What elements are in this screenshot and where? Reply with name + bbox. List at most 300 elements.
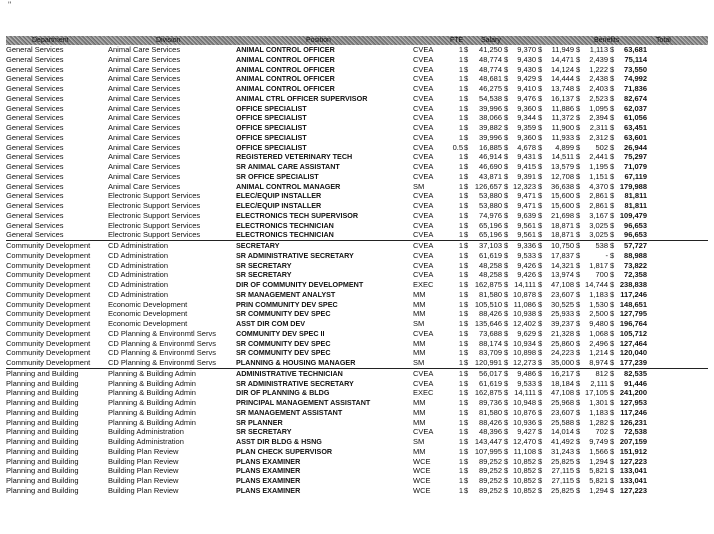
table-row bbox=[6, 55, 708, 65]
cell-unit: CVEA bbox=[413, 260, 434, 270]
cell-dollar: $ bbox=[464, 437, 469, 446]
cell-position: PRIN COMMUNITY DEV SPEC bbox=[236, 299, 338, 309]
cell-dollar: $ bbox=[576, 84, 581, 93]
cell-department: General Services bbox=[6, 84, 64, 93]
cell-amount: 9,415 bbox=[517, 162, 536, 171]
cell-unit: WCE bbox=[413, 456, 431, 466]
cell-fte: 1 bbox=[458, 74, 463, 84]
table-row bbox=[6, 162, 708, 172]
table-row bbox=[6, 251, 708, 261]
cell-salary: 81,580 bbox=[479, 289, 502, 299]
cell-amount: 2,312 bbox=[589, 132, 608, 142]
cell-amount: 13,579 bbox=[551, 162, 574, 171]
cell-department: Community Development bbox=[6, 260, 91, 270]
cell-dollar: $ bbox=[538, 142, 543, 152]
cell-amount: 9,431 bbox=[517, 152, 536, 162]
cell-dollar: $ bbox=[576, 358, 581, 367]
cell-amount: 17,837 bbox=[551, 250, 574, 260]
cell-dollar: $ bbox=[504, 398, 509, 407]
cell-salary: 89,736 bbox=[479, 398, 502, 407]
header-position: Position bbox=[306, 37, 331, 44]
cell-dollar: $ bbox=[610, 103, 615, 113]
cell-department: General Services bbox=[6, 162, 64, 171]
cell-position: ANIMAL CONTROL MANAGER bbox=[236, 181, 341, 191]
cell-dollar: $ bbox=[464, 123, 469, 132]
cell-amount: 9,391 bbox=[517, 171, 536, 181]
table-row bbox=[6, 201, 708, 211]
cell-dollar: $ bbox=[464, 280, 469, 289]
cell-salary: 88,426 bbox=[479, 417, 502, 427]
cell-fte: 1 bbox=[458, 64, 463, 74]
cell-amount: - bbox=[605, 250, 608, 260]
cell-fte: 1 bbox=[458, 162, 463, 171]
cell-total: 148,651 bbox=[619, 299, 647, 309]
cell-division: Animal Care Services bbox=[108, 45, 181, 54]
cell-total: 75,297 bbox=[624, 152, 647, 162]
cell-amount: 13,974 bbox=[551, 270, 574, 280]
cell-position: SR SECRETARY bbox=[236, 427, 292, 437]
cell-fte: 1 bbox=[458, 103, 463, 113]
cell-amount: 2,496 bbox=[589, 338, 608, 348]
cell-dollar: $ bbox=[538, 260, 543, 270]
cell-dollar: $ bbox=[538, 45, 543, 54]
cell-fte: 1 bbox=[458, 93, 463, 103]
cell-salary: 46,914 bbox=[479, 152, 502, 162]
cell-division: Building Plan Review bbox=[108, 466, 179, 476]
cell-unit: CVEA bbox=[413, 250, 434, 260]
cell-department: Community Development bbox=[6, 289, 91, 299]
cell-amount: 10,852 bbox=[513, 456, 536, 466]
cell-dollar: $ bbox=[610, 241, 615, 250]
cell-division: Electronic Support Services bbox=[108, 220, 201, 230]
cell-division: Animal Care Services bbox=[108, 113, 181, 123]
cell-dollar: $ bbox=[538, 437, 543, 446]
cell-fte: 1 bbox=[458, 446, 463, 456]
cell-amount: 2,394 bbox=[589, 113, 608, 123]
cell-dollar: $ bbox=[576, 152, 581, 162]
cell-salary: 143,447 bbox=[474, 437, 502, 446]
cell-amount: 14,444 bbox=[551, 74, 574, 84]
cell-salary: 38,066 bbox=[479, 113, 502, 123]
cell-total: 73,822 bbox=[624, 260, 647, 270]
cell-dollar: $ bbox=[504, 123, 509, 132]
cell-dollar: $ bbox=[504, 54, 509, 64]
cell-dollar: $ bbox=[576, 171, 581, 181]
cell-division: Planning & Building Admin bbox=[108, 417, 196, 427]
cell-dollar: $ bbox=[464, 241, 469, 250]
cell-unit: MM bbox=[413, 407, 426, 417]
cell-dollar: $ bbox=[538, 466, 543, 476]
cell-dollar: $ bbox=[504, 132, 509, 142]
cell-amount: 16,137 bbox=[551, 93, 574, 103]
cell-dollar: $ bbox=[538, 132, 543, 142]
cell-dollar: $ bbox=[576, 299, 581, 309]
cell-division: Planning & Building Admin bbox=[108, 368, 196, 378]
cell-dollar: $ bbox=[504, 319, 509, 328]
cell-salary: 83,709 bbox=[479, 348, 502, 358]
cell-fte: 1 bbox=[458, 348, 463, 358]
cell-dollar: $ bbox=[504, 407, 509, 417]
header-salary: Salary bbox=[481, 37, 501, 44]
cell-amount: 21,328 bbox=[551, 328, 574, 338]
cell-dollar: $ bbox=[576, 64, 581, 74]
cell-total: 73,550 bbox=[624, 64, 647, 74]
cell-dollar: $ bbox=[576, 407, 581, 417]
cell-division: Animal Care Services bbox=[108, 162, 181, 171]
cell-dollar: $ bbox=[504, 309, 509, 319]
cell-fte: 1 bbox=[458, 113, 463, 123]
cell-position: ELEC/EQUIP INSTALLER bbox=[236, 191, 322, 201]
cell-amount: 9,427 bbox=[517, 427, 536, 437]
cell-amount: 10,876 bbox=[513, 407, 536, 417]
table-row bbox=[6, 182, 708, 192]
table-row bbox=[6, 104, 708, 114]
cell-dollar: $ bbox=[576, 45, 581, 54]
cell-department: Community Development bbox=[6, 299, 91, 309]
cell-division: Animal Care Services bbox=[108, 84, 181, 93]
cell-position: PLANNING & HOUSING MANAGER bbox=[236, 358, 356, 367]
cell-fte: 1 bbox=[458, 260, 463, 270]
cell-fte: 1 bbox=[458, 456, 463, 466]
cell-amount: 12,708 bbox=[551, 171, 574, 181]
cell-unit: MM bbox=[413, 348, 426, 358]
cell-department: General Services bbox=[6, 74, 64, 84]
cell-dollar: $ bbox=[504, 280, 509, 289]
cell-unit: MM bbox=[413, 309, 426, 319]
cell-amount: 11,372 bbox=[551, 113, 574, 123]
header-total: Total bbox=[656, 37, 671, 44]
cell-dollar: $ bbox=[464, 142, 469, 152]
cell-position: DIR OF PLANNING & BLDG bbox=[236, 388, 330, 398]
cell-total: 127,223 bbox=[619, 485, 647, 495]
cell-position: ANIMAL CONTROL OFFICER bbox=[236, 64, 335, 74]
cell-department: Planning and Building bbox=[6, 378, 79, 388]
cell-position: OFFICE SPECIALIST bbox=[236, 123, 307, 132]
cell-amount: 11,108 bbox=[513, 446, 536, 456]
cell-total: 109,479 bbox=[619, 210, 647, 220]
cell-amount: 702 bbox=[595, 427, 608, 437]
cell-dollar: $ bbox=[464, 456, 469, 466]
cell-division: CD Administration bbox=[108, 260, 169, 270]
cell-dollar: $ bbox=[504, 299, 509, 309]
cell-total: 238,838 bbox=[619, 280, 647, 289]
cell-dollar: $ bbox=[464, 338, 469, 348]
table-row bbox=[6, 84, 708, 94]
cell-amount: 9,370 bbox=[517, 45, 536, 54]
cell-amount: 2,439 bbox=[589, 54, 608, 64]
cell-dollar: $ bbox=[610, 328, 615, 338]
cell-amount: 3,025 bbox=[589, 220, 608, 230]
cell-dollar: $ bbox=[610, 270, 615, 280]
cell-amount: 9,561 bbox=[517, 220, 536, 230]
cell-amount: 1,151 bbox=[589, 171, 608, 181]
table-row bbox=[6, 418, 708, 428]
cell-dollar: $ bbox=[538, 427, 543, 437]
cell-amount: 2,403 bbox=[589, 84, 608, 93]
cell-dollar: $ bbox=[538, 74, 543, 84]
cell-dollar: $ bbox=[464, 64, 469, 74]
cell-dollar: $ bbox=[576, 456, 581, 466]
cell-salary: 105,510 bbox=[474, 299, 502, 309]
cell-fte: 1 bbox=[458, 220, 463, 230]
cell-dollar: $ bbox=[576, 338, 581, 348]
cell-amount: 5,821 bbox=[589, 466, 608, 476]
cell-department: Planning and Building bbox=[6, 407, 79, 417]
cell-dollar: $ bbox=[610, 476, 615, 485]
cell-dollar: $ bbox=[576, 260, 581, 270]
cell-dollar: $ bbox=[538, 446, 543, 456]
cell-unit: CVEA bbox=[413, 241, 434, 250]
cell-dollar: $ bbox=[504, 191, 509, 201]
cell-fte: 1 bbox=[458, 181, 463, 191]
cell-unit: WCE bbox=[413, 476, 431, 485]
cell-total: 117,246 bbox=[620, 289, 647, 299]
cell-department: General Services bbox=[6, 230, 64, 240]
table-row bbox=[6, 447, 708, 457]
cell-amount: 25,968 bbox=[551, 398, 574, 407]
cell-department: General Services bbox=[6, 132, 64, 142]
cell-unit: CVEA bbox=[413, 113, 434, 123]
cell-dollar: $ bbox=[464, 45, 469, 54]
cell-dollar: $ bbox=[464, 181, 469, 191]
table-row bbox=[6, 486, 708, 496]
cell-amount: 9,360 bbox=[517, 103, 536, 113]
cell-salary: 89,252 bbox=[479, 485, 502, 495]
cell-position: REGISTERED VETERINARY TECH bbox=[236, 152, 353, 162]
cell-total: 63,681 bbox=[624, 45, 647, 54]
cell-dollar: $ bbox=[504, 358, 509, 367]
table-row bbox=[6, 398, 708, 408]
cell-dollar: $ bbox=[464, 201, 469, 210]
cell-dollar: $ bbox=[610, 171, 615, 181]
cell-amount: 41,492 bbox=[551, 437, 574, 446]
cell-department: General Services bbox=[6, 220, 64, 230]
cell-salary: 61,619 bbox=[479, 378, 502, 388]
table-row bbox=[6, 457, 708, 467]
table-row bbox=[6, 280, 708, 290]
cell-dollar: $ bbox=[538, 84, 543, 93]
cell-dollar: $ bbox=[538, 103, 543, 113]
cell-total: 133,041 bbox=[619, 466, 647, 476]
cell-dollar: $ bbox=[538, 289, 543, 299]
cell-unit: CVEA bbox=[413, 230, 434, 240]
cell-amount: 14,111 bbox=[514, 280, 536, 289]
cell-unit: SM bbox=[413, 319, 425, 328]
table-row bbox=[6, 408, 708, 418]
cell-dollar: $ bbox=[464, 388, 469, 398]
cell-unit: CVEA bbox=[413, 270, 434, 280]
cell-amount: 538 bbox=[595, 241, 608, 250]
cell-division: CD Administration bbox=[108, 289, 169, 299]
cell-amount: 27,115 bbox=[551, 466, 574, 476]
cell-unit: CVEA bbox=[413, 328, 434, 338]
cell-amount: 2,861 bbox=[589, 191, 608, 201]
cell-dollar: $ bbox=[576, 485, 581, 495]
cell-fte: 1 bbox=[458, 201, 463, 210]
cell-division: CD Administration bbox=[108, 250, 169, 260]
cell-position: SR MANAGEMENT ANALYST bbox=[236, 289, 336, 299]
table-row bbox=[6, 388, 708, 398]
cell-dollar: $ bbox=[576, 201, 581, 210]
cell-amount: 10,852 bbox=[513, 485, 536, 495]
cell-dollar: $ bbox=[504, 260, 509, 270]
cell-fte: 1 bbox=[458, 388, 463, 398]
cell-position: SR PLANNER bbox=[236, 417, 283, 427]
cell-fte: 1 bbox=[458, 210, 463, 220]
cell-salary: 39,996 bbox=[479, 103, 502, 113]
header-department: Department bbox=[32, 37, 69, 44]
cell-total: 81,811 bbox=[624, 201, 647, 210]
cell-division: CD Planning & Environmtl Servs bbox=[108, 338, 216, 348]
cell-dollar: $ bbox=[576, 191, 581, 201]
cell-department: Planning and Building bbox=[6, 398, 79, 407]
cell-position: PLANS EXAMINER bbox=[236, 485, 301, 495]
cell-fte: 1 bbox=[458, 328, 463, 338]
cell-position: OFFICE SPECIALIST bbox=[236, 132, 307, 142]
cell-amount: 1,530 bbox=[589, 299, 608, 309]
cell-dollar: $ bbox=[504, 241, 509, 250]
cell-fte: 1 bbox=[458, 427, 463, 437]
table-row bbox=[6, 143, 708, 153]
cell-dollar: $ bbox=[538, 388, 543, 398]
cell-department: Planning and Building bbox=[6, 417, 79, 427]
table-row bbox=[6, 466, 708, 476]
cell-fte: 1 bbox=[458, 299, 463, 309]
cell-position: SR COMMUNITY DEV SPEC bbox=[236, 309, 331, 319]
cell-dollar: $ bbox=[464, 427, 469, 437]
cell-dollar: $ bbox=[464, 103, 469, 113]
cell-amount: 9,344 bbox=[517, 113, 536, 123]
cell-position: ELECTRONICS TECHNICIAN bbox=[236, 220, 334, 230]
cell-dollar: $ bbox=[576, 113, 581, 123]
cell-dollar: $ bbox=[538, 54, 543, 64]
cell-amount: 18,871 bbox=[551, 220, 574, 230]
cell-dollar: $ bbox=[610, 74, 615, 84]
cell-division: Electronic Support Services bbox=[108, 230, 201, 240]
cell-total: 72,538 bbox=[624, 427, 647, 437]
cell-amount: 4,899 bbox=[555, 142, 574, 152]
cell-dollar: $ bbox=[610, 388, 615, 398]
cell-department: General Services bbox=[6, 210, 64, 220]
cell-unit: CVEA bbox=[413, 220, 434, 230]
cell-dollar: $ bbox=[464, 132, 469, 142]
cell-dollar: $ bbox=[610, 191, 615, 201]
cell-amount: 12,470 bbox=[513, 437, 536, 446]
table-row bbox=[6, 45, 708, 55]
cell-fte: 1 bbox=[458, 358, 463, 367]
cell-dollar: $ bbox=[538, 309, 543, 319]
cell-division: Economic Development bbox=[108, 299, 188, 309]
cell-fte: 1 bbox=[458, 398, 463, 407]
cell-dollar: $ bbox=[610, 220, 615, 230]
cell-dollar: $ bbox=[538, 270, 543, 280]
table-row bbox=[6, 270, 708, 280]
cell-salary: 74,976 bbox=[479, 210, 502, 220]
cell-amount: 9,430 bbox=[517, 64, 536, 74]
cell-dollar: $ bbox=[610, 398, 615, 407]
cell-salary: 89,252 bbox=[479, 466, 502, 476]
cell-amount: 25,825 bbox=[551, 456, 574, 466]
cell-amount: 2,311 bbox=[589, 123, 608, 132]
cell-fte: 1 bbox=[458, 280, 463, 289]
cell-unit: CVEA bbox=[413, 132, 434, 142]
cell-division: Animal Care Services bbox=[108, 123, 181, 132]
cell-dollar: $ bbox=[464, 485, 469, 495]
cell-dollar: $ bbox=[610, 427, 615, 437]
cell-salary: 39,882 bbox=[479, 123, 502, 132]
cell-total: 127,795 bbox=[619, 309, 647, 319]
cell-amount: 1,183 bbox=[589, 407, 608, 417]
cell-amount: 9,639 bbox=[517, 210, 536, 220]
cell-unit: MM bbox=[413, 398, 426, 407]
cell-dollar: $ bbox=[504, 162, 509, 171]
cell-amount: 14,124 bbox=[551, 64, 574, 74]
cell-division: Animal Care Services bbox=[108, 64, 181, 74]
cell-amount: 2,523 bbox=[589, 93, 608, 103]
cell-dollar: $ bbox=[464, 319, 469, 328]
cell-dollar: $ bbox=[464, 407, 469, 417]
cell-dollar: $ bbox=[576, 398, 581, 407]
cell-salary: 88,426 bbox=[479, 309, 502, 319]
cell-salary: 65,196 bbox=[479, 220, 502, 230]
cell-unit: CVEA bbox=[413, 171, 434, 181]
cell-division: Animal Care Services bbox=[108, 132, 181, 142]
cell-amount: 25,588 bbox=[551, 417, 574, 427]
cell-total: 117,246 bbox=[620, 407, 647, 417]
cell-amount: 9,476 bbox=[517, 93, 536, 103]
cell-dollar: $ bbox=[610, 113, 615, 123]
cell-dollar: $ bbox=[464, 260, 469, 270]
cell-amount: 9,533 bbox=[517, 378, 536, 388]
cell-dollar: $ bbox=[504, 476, 509, 485]
scan-mark: " bbox=[8, 0, 12, 10]
cell-unit: CVEA bbox=[413, 93, 434, 103]
cell-fte: 1 bbox=[458, 171, 463, 181]
cell-division: Building Plan Review bbox=[108, 485, 179, 495]
cell-position: OFFICE SPECIALIST bbox=[236, 103, 307, 113]
cell-amount: 3,167 bbox=[589, 210, 608, 220]
header-benefits: Benefits bbox=[594, 37, 620, 44]
cell-amount: 23,607 bbox=[551, 289, 574, 299]
cell-position: SR SECRETARY bbox=[236, 270, 292, 280]
cell-department: Community Development bbox=[6, 319, 91, 328]
cell-total: 96,653 bbox=[624, 220, 647, 230]
cell-fte: 1 bbox=[458, 123, 463, 132]
cell-amount: 18,184 bbox=[551, 378, 574, 388]
cell-division: Animal Care Services bbox=[108, 152, 181, 162]
cell-department: Community Development bbox=[6, 338, 91, 348]
cell-dollar: $ bbox=[464, 84, 469, 93]
cell-amount: 47,108 bbox=[551, 388, 574, 398]
cell-division: Building Plan Review bbox=[108, 456, 179, 466]
cell-amount: 812 bbox=[595, 368, 608, 378]
cell-position: SR OFFICE SPECIALIST bbox=[236, 171, 319, 181]
cell-total: 127,464 bbox=[619, 338, 647, 348]
cell-division: Animal Care Services bbox=[108, 103, 181, 113]
cell-dollar: $ bbox=[504, 368, 509, 378]
cell-salary: 43,871 bbox=[479, 171, 502, 181]
cell-amount: 9,359 bbox=[517, 123, 536, 132]
cell-division: Building Plan Review bbox=[108, 476, 179, 485]
cell-total: 71,079 bbox=[624, 162, 647, 171]
cell-dollar: $ bbox=[464, 398, 469, 407]
cell-position: ANIMAL CONTROL OFFICER bbox=[236, 74, 335, 84]
cell-unit: EXEC bbox=[413, 388, 434, 398]
cell-salary: 46,690 bbox=[479, 162, 502, 171]
cell-dollar: $ bbox=[538, 201, 543, 210]
cell-dollar: $ bbox=[538, 220, 543, 230]
cell-dollar: $ bbox=[610, 64, 615, 74]
